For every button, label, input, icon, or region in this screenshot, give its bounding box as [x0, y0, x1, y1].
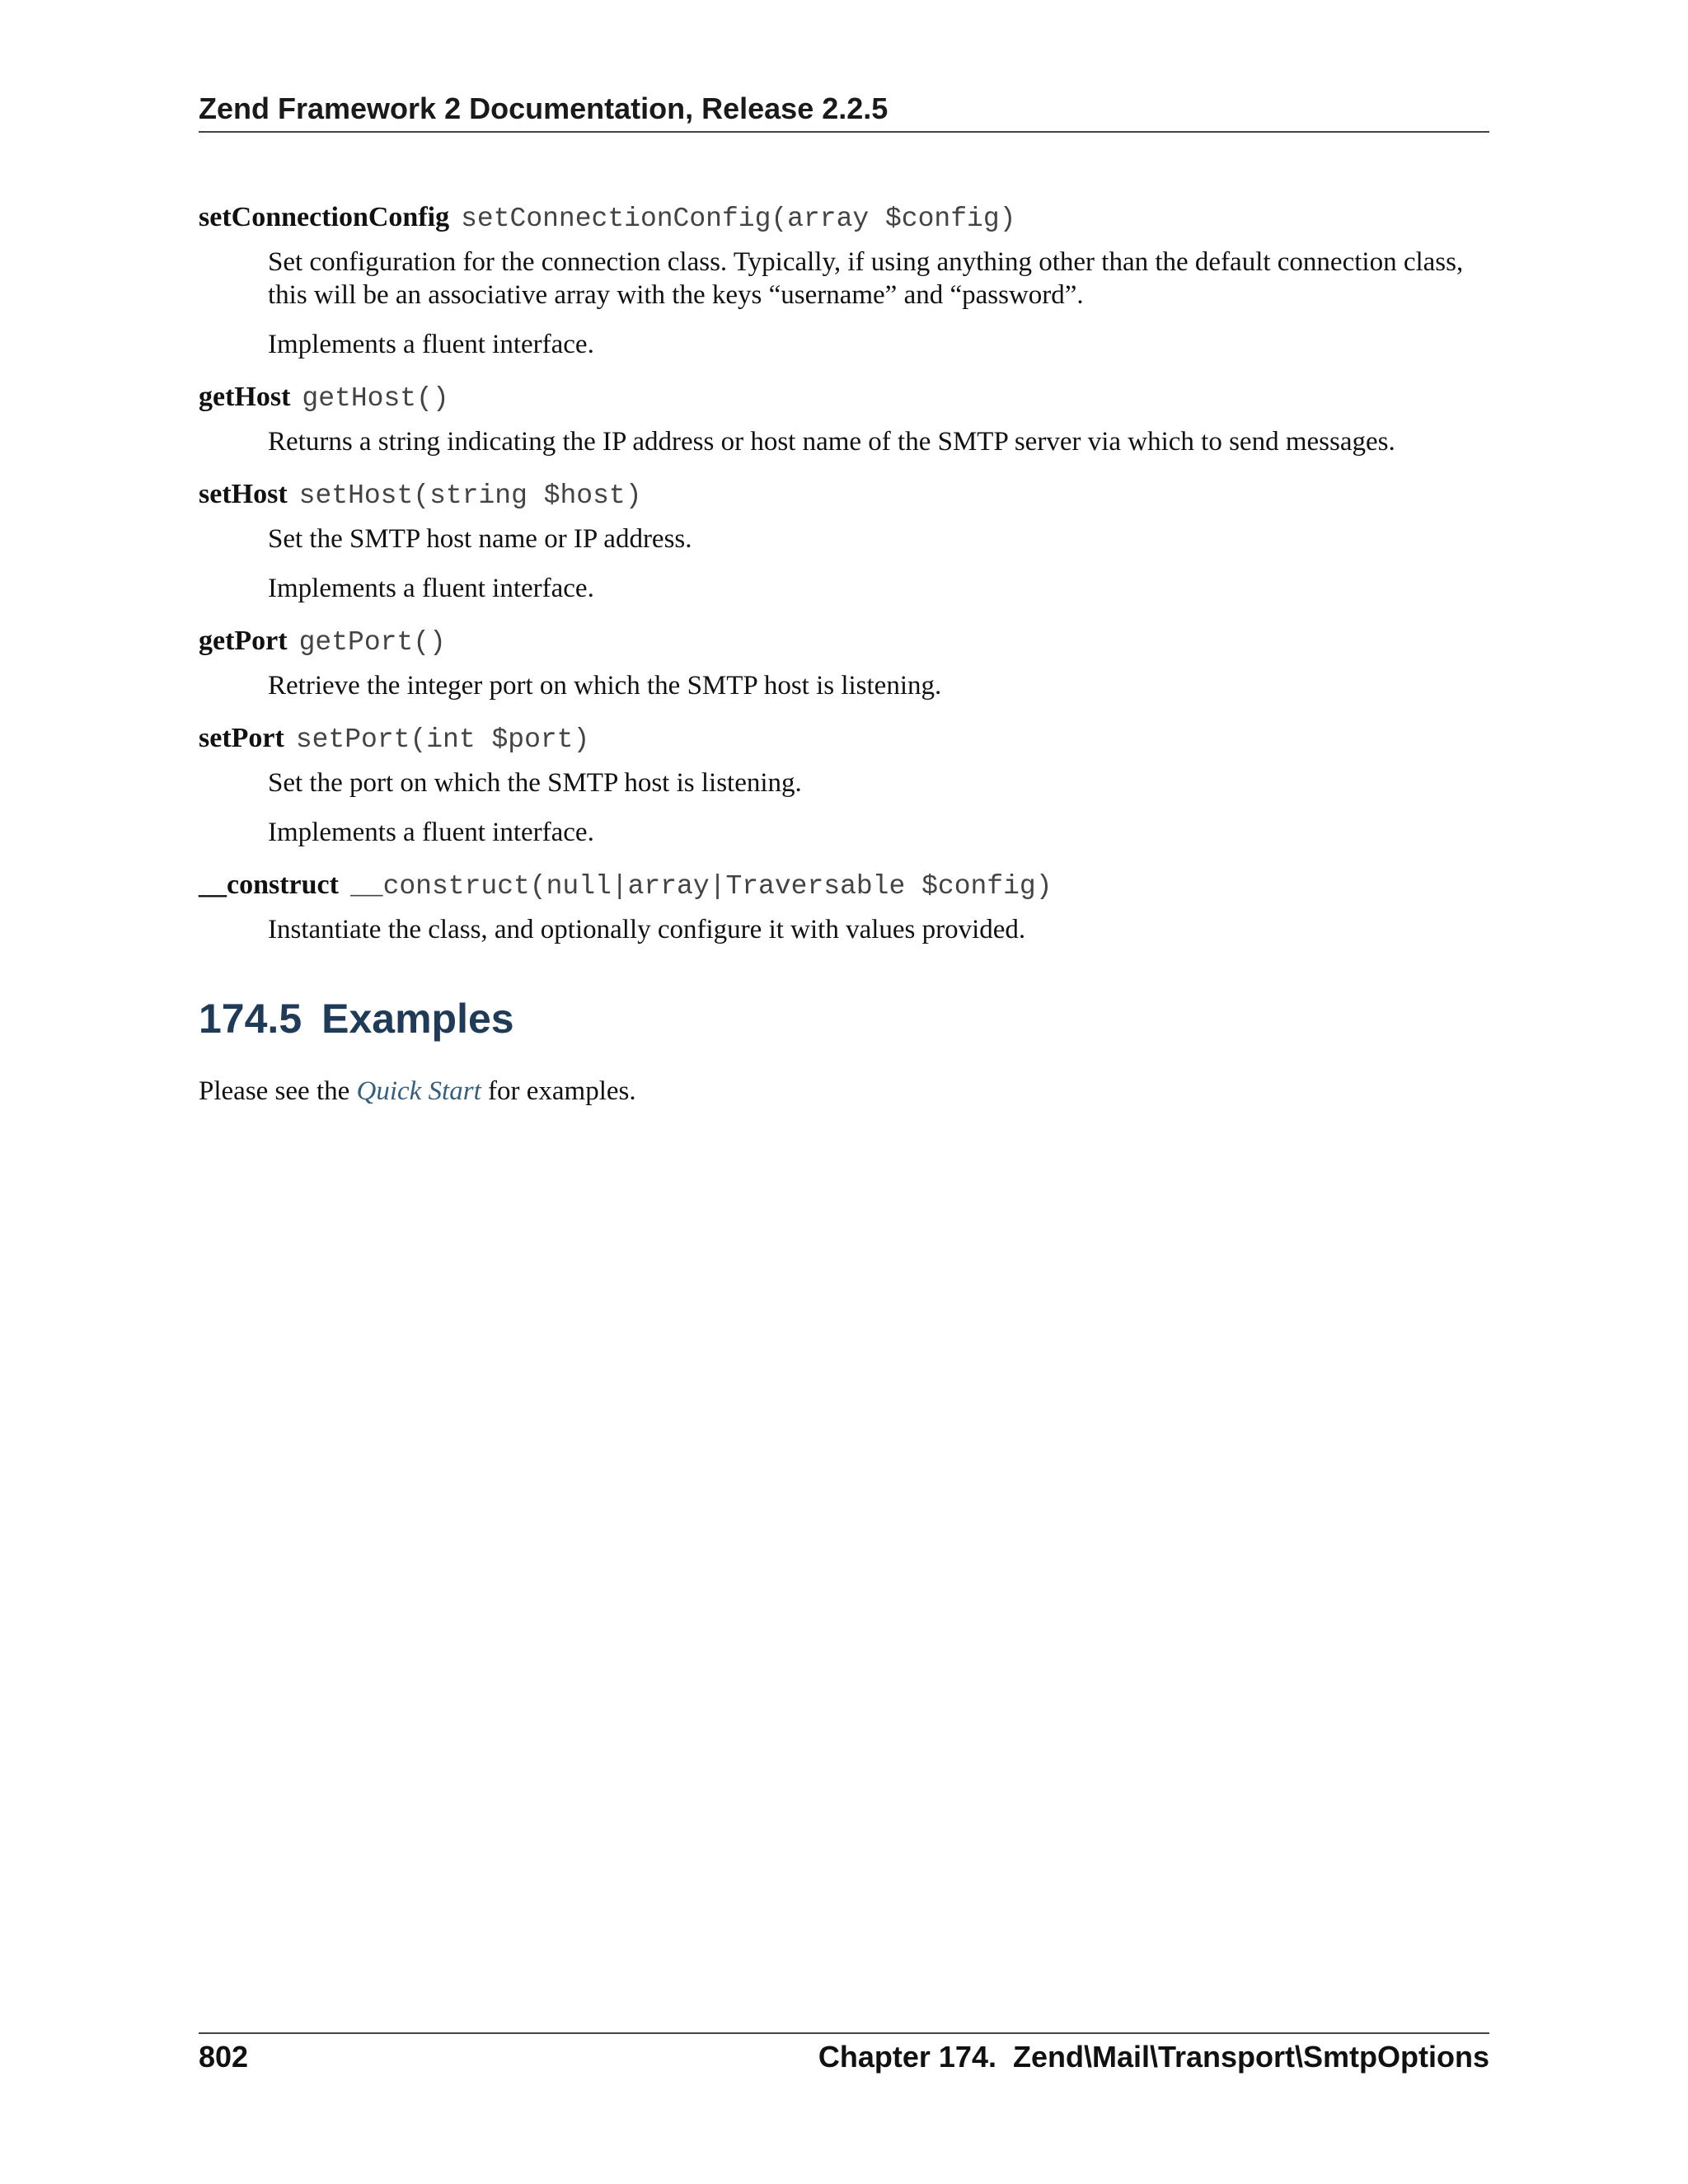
method-heading [199, 719, 1489, 758]
method-entry [199, 621, 1489, 702]
method-entry [199, 719, 1489, 849]
method-name: setConnectionConfig [199, 202, 450, 232]
quick-start-link[interactable]: Quick Start [356, 1076, 481, 1106]
method-description [268, 766, 1489, 849]
description-paragraph: Implements a fluent interface. [268, 330, 594, 359]
page-footer [199, 2032, 1489, 2083]
method-heading [199, 377, 1489, 417]
method-description [268, 669, 1489, 702]
method-signature: setPort(int $port) [295, 724, 590, 755]
section-title: Examples [321, 996, 514, 1042]
page-number: 802 [199, 2040, 249, 2074]
method-entry [199, 377, 1489, 458]
method-name: getPort [199, 626, 288, 656]
description-paragraph: Implements a fluent interface. [268, 818, 594, 847]
section-paragraph [199, 1075, 1489, 1108]
method-name: __construct [199, 869, 339, 900]
method-signature: getPort() [298, 627, 446, 658]
paragraph-text-before: Please see the [199, 1076, 357, 1106]
page-header [199, 91, 1489, 133]
method-heading [199, 621, 1489, 661]
running-title: Zend Framework 2 Documentation, Release 2.2.5 [199, 91, 889, 125]
description-paragraph: Returns a string indicating the IP address or host name of the SMTP server via which to send messages. [268, 427, 1395, 457]
chapter-title: Chapter 174. Zend\Mail\Transport\SmtpOptions [818, 2040, 1489, 2074]
description-paragraph: Retrieve the integer port on which the SMTP host is listening. [268, 671, 942, 701]
method-name: setHost [199, 479, 288, 509]
paragraph-text-after: for examples. [481, 1076, 636, 1106]
method-name: getHost [199, 382, 291, 412]
section-heading [199, 994, 1489, 1043]
method-name: setPort [199, 723, 284, 753]
method-signature: __construct(null|array|Traversable $config) [349, 871, 1053, 902]
description-paragraph: Set configuration for the connection class. Typically, if using anything other than the default connection class, this will be an associative array with the keys “username” and “password”. [268, 247, 1464, 310]
method-signature: setConnectionConfig(array $config) [461, 204, 1016, 234]
description-paragraph: Implements a fluent interface. [268, 574, 594, 603]
description-paragraph: Instantiate the class, and optionally configure it with values provided. [268, 915, 1026, 944]
method-heading [199, 865, 1489, 905]
page-content [199, 198, 1489, 1108]
method-description [268, 523, 1489, 605]
description-paragraph: Set the SMTP host name or IP address. [268, 524, 692, 554]
method-entry [199, 198, 1489, 361]
method-description [268, 246, 1489, 361]
method-signature: getHost() [302, 383, 449, 414]
method-heading [199, 198, 1489, 237]
section-number: 174.5 [199, 996, 302, 1042]
description-paragraph: Set the port on which the SMTP host is listening. [268, 768, 802, 798]
method-description [268, 425, 1489, 458]
method-description [268, 913, 1489, 946]
method-entry [199, 865, 1489, 946]
method-signature: setHost(string $host) [298, 480, 642, 511]
method-entry [199, 475, 1489, 605]
method-heading [199, 475, 1489, 514]
